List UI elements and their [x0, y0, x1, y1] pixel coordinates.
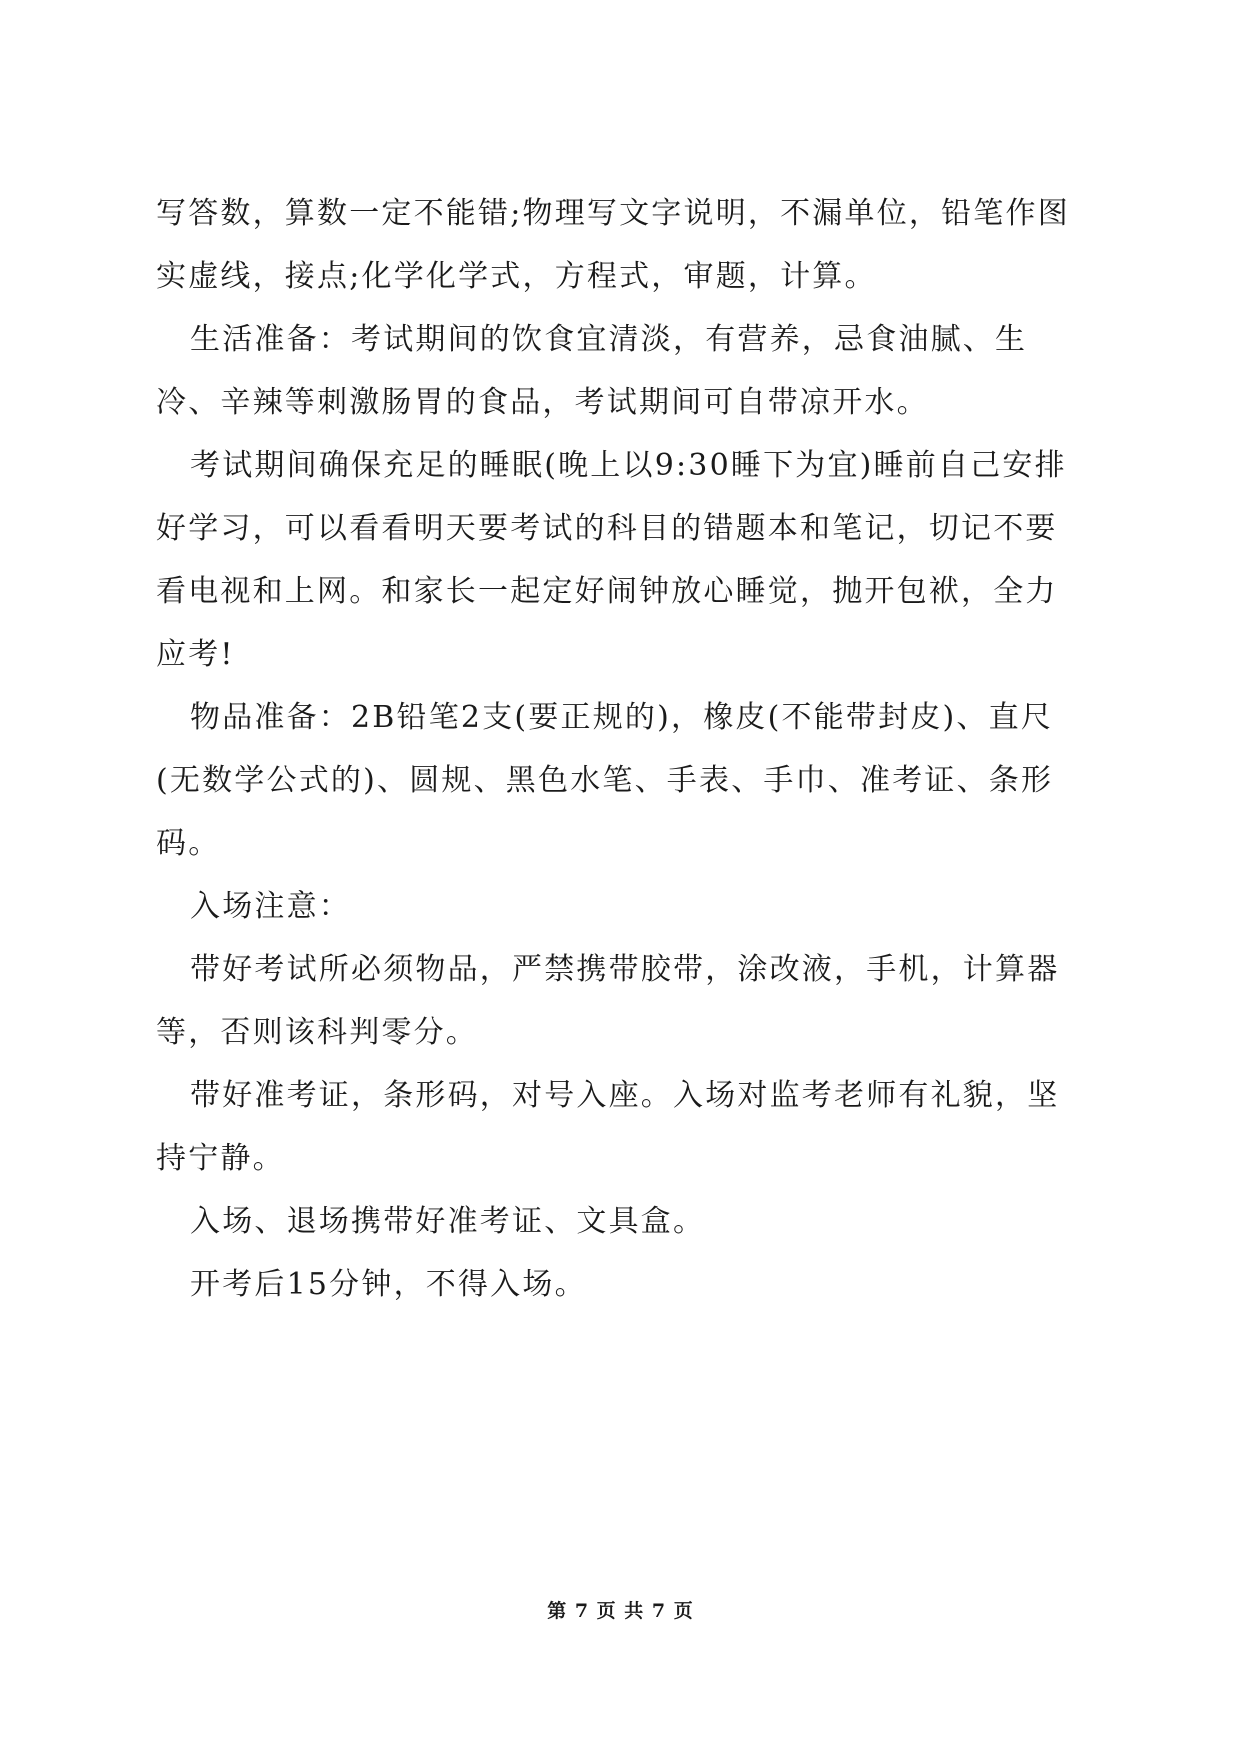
page-number-footer: 第 7 页 共 7 页: [547, 1600, 694, 1622]
paragraph-6: 带好考试所必须物品，严禁携带胶带，涂改液，手机，计算器等，否则该科判零分。: [156, 952, 1060, 1050]
paragraph-4: 物品准备：2B铅笔2支(要正规的)，橡皮(不能带封皮)、直尺(无数学公式的)、圆规、黑色水笔、手表、手巾、准考证、条形码。: [156, 700, 1054, 861]
paragraph-2: 生活准备：考试期间的饮食宜清淡，有营养，忌食油腻、生冷、辛辣等刺激肠胃的食品，考试期间可自带凉开水。: [156, 322, 1028, 420]
paragraph-5: 入场注意：: [190, 889, 351, 924]
paragraph-7: 带好准考证，条形码，对号入座。入场对监考老师有礼貌，坚持宁静。: [156, 1078, 1060, 1176]
body-text: [156, 182, 1086, 1316]
paragraph-9: 开考后15分钟，不得入场。: [190, 1267, 587, 1302]
paragraph-3: 考试期间确保充足的睡眠(晚上以9:30睡下为宜)睡前自己安排好学习，可以看看明天要考试的科目的错题本和笔记，切记不要看电视和上网。和家长一起定好闹钟放心睡觉，抛开包袱，全力应考!: [156, 448, 1067, 672]
paragraph-1: 写答数，算数一定不能错;物理写文字说明，不漏单位，铅笔作图实虚线，接点;化学化学式，方程式，审题，计算。: [156, 196, 1070, 294]
paragraph-8: 入场、退场携带好准考证、文具盒。: [190, 1204, 706, 1239]
